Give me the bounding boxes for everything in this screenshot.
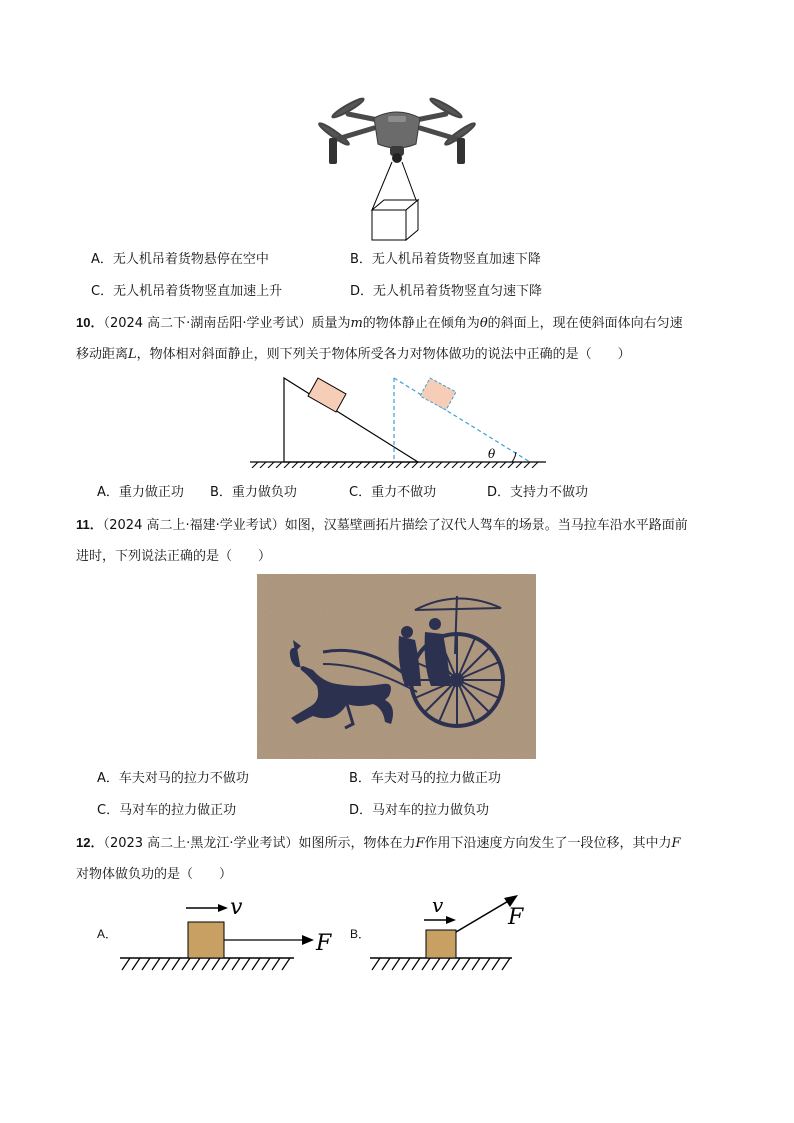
q9-option-b: B．无人机吊着货物竖直加速下降 <box>350 252 541 267</box>
incline-angle-label: θ <box>488 447 496 461</box>
q12-number: 12． <box>76 835 104 850</box>
incline-block-moved <box>420 378 456 410</box>
q12-figure-a <box>118 890 340 972</box>
q11-stem-line1 <box>76 515 688 536</box>
q10-option-c: C．重力不做功 <box>349 485 437 500</box>
q10-option-b: B．重力做负功 <box>210 485 297 500</box>
q10-text: 的物体静止在倾角为 <box>362 316 480 331</box>
q11-option-d: D．马对车的拉力做负功 <box>349 803 490 818</box>
q11-stem-line2: 进时，下列说法正确的是（ ） <box>76 549 272 564</box>
q10-source: （2024 高二下·湖南岳阳·学业考试） <box>103 316 312 331</box>
q12-a-v-label: v <box>230 895 243 920</box>
q9-option-a: A．无人机吊着货物悬停在空中 <box>91 252 269 267</box>
han-mural-figure <box>257 574 536 759</box>
q11-option-c: C．马对车的拉力做正功 <box>97 803 237 818</box>
q12-text: 作用下沿速度方向发生了一段位移，其中力 <box>424 836 672 851</box>
cargo-box <box>372 200 418 240</box>
q10-text: ，物体相对斜面静止，则下列关于物体所受各力对物体做功的说法中正确的是（ ） <box>136 347 631 362</box>
q12-figure-b <box>368 890 528 972</box>
q10-number: 10． <box>76 315 104 330</box>
q12-var-f: F <box>671 836 681 851</box>
q12-fig-b-label: B． <box>350 927 371 941</box>
q12-stem-line1 <box>76 833 681 854</box>
q10-var-theta: θ <box>479 316 488 331</box>
q11-number: 11． <box>76 517 103 532</box>
q12-b-v-label: v <box>432 893 444 917</box>
q10-option-d: D．支持力不做功 <box>487 485 589 500</box>
q9-option-d: D．无人机吊着货物竖直匀速下降 <box>350 284 543 299</box>
q10-text: 的斜面上，现在使斜面体向右匀速 <box>487 316 683 331</box>
q12-a-block <box>188 922 224 958</box>
q11-option-a: A．车夫对马的拉力不做功 <box>97 771 249 786</box>
q10-text: 质量为 <box>311 316 351 331</box>
q12-stem-line2: 对物体做负功的是（ ） <box>76 867 233 882</box>
q12-fig-a-label: A． <box>97 927 118 941</box>
drone-figure <box>312 96 482 244</box>
q12-var-f: F <box>415 836 425 851</box>
incline-block <box>308 378 346 412</box>
q12-b-block <box>426 930 456 958</box>
q9-option-c: C．无人机吊着货物竖直加速上升 <box>91 284 283 299</box>
q11-text: 如图，汉墓壁画拓片描绘了汉代人驾车的场景。当马拉车沿水平路面前 <box>284 518 688 533</box>
q10-var-m: m <box>350 316 363 331</box>
q10-stem-line2 <box>76 345 631 365</box>
q12-source: （2023 高二上·黑龙江·学业考试） <box>103 836 299 851</box>
incline-solid <box>284 378 418 462</box>
q12-text: 如图所示，物体在力 <box>298 836 416 851</box>
q10-var-l: L <box>128 347 137 362</box>
q11-source: （2024 高二上·福建·学业考试） <box>102 518 285 533</box>
q10-text: 移动距离 <box>76 347 129 362</box>
q11-option-b: B．车夫对马的拉力做正功 <box>349 771 501 786</box>
q10-stem-line1 <box>76 313 683 334</box>
q12-b-f-label: F <box>508 905 524 930</box>
q10-option-a: A．重力做正功 <box>97 485 184 500</box>
q12-a-f-label: F <box>316 931 332 956</box>
incline-figure <box>246 372 550 468</box>
